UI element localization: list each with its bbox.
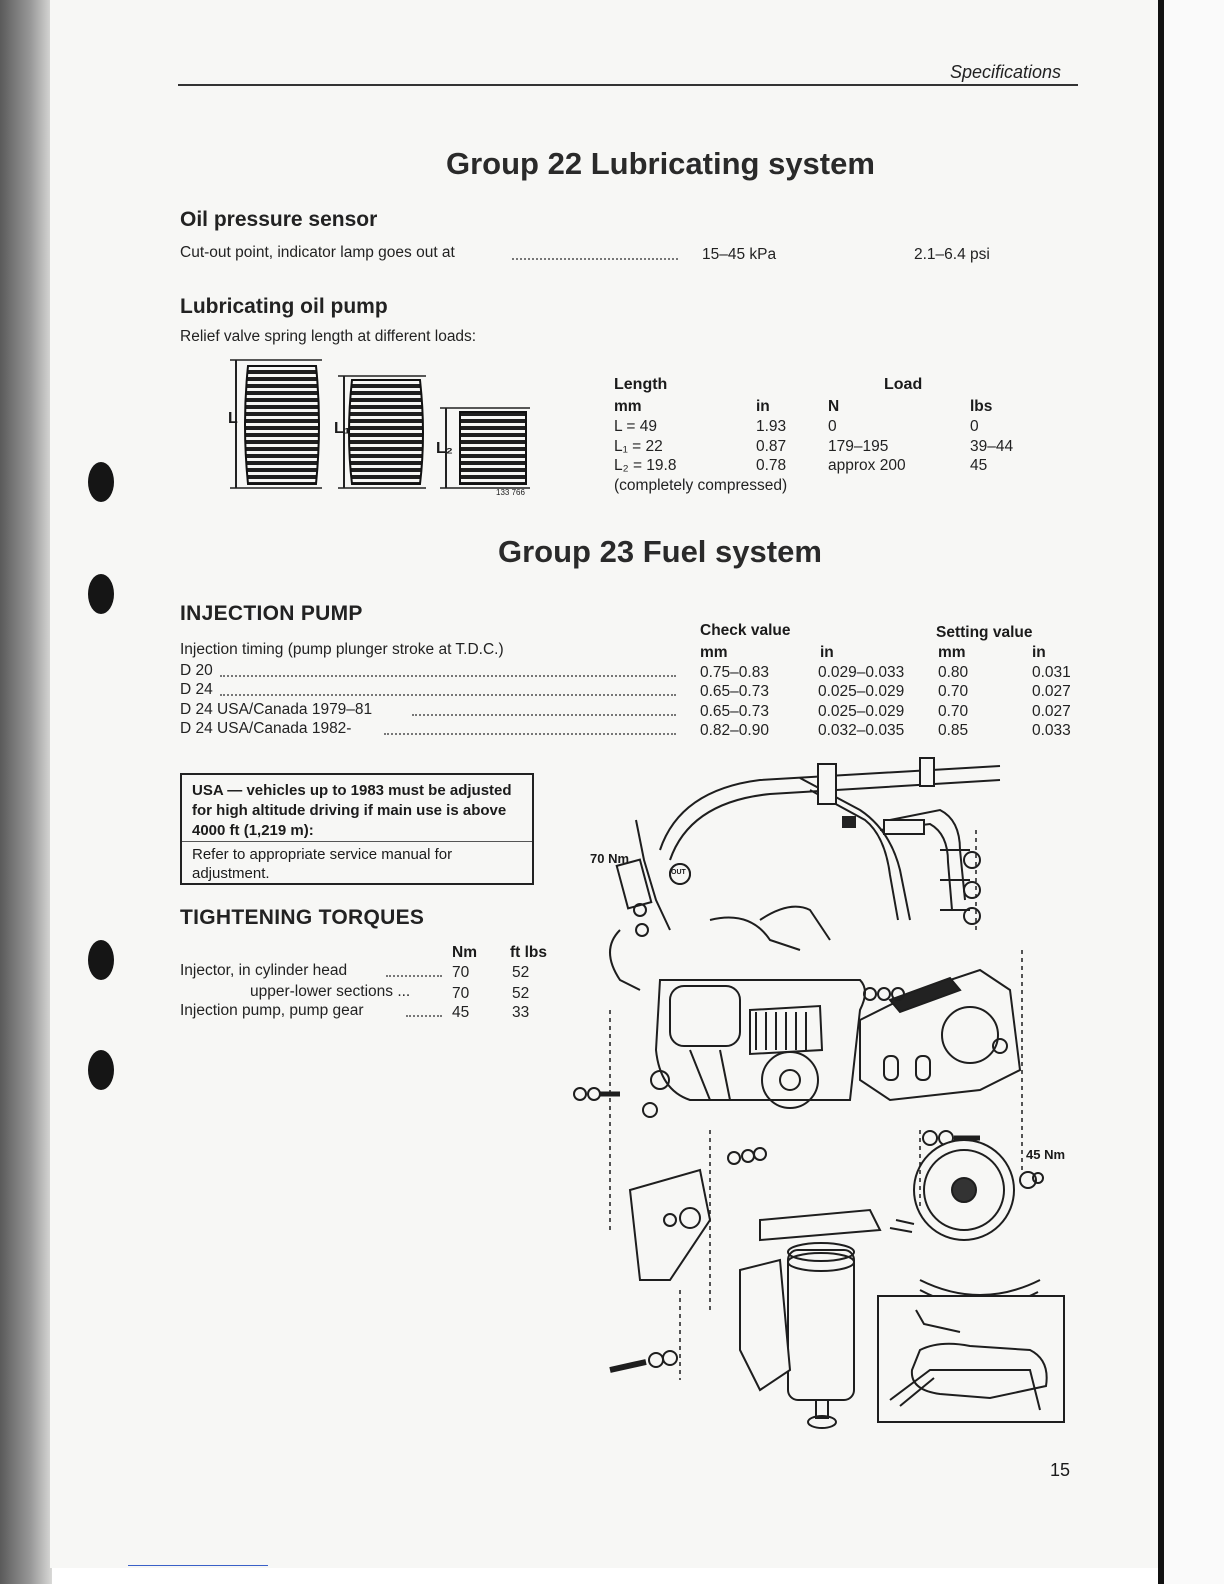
leader-dots — [386, 975, 442, 977]
usa-note-body: Refer to appropriate service manual for adjustment. — [192, 846, 453, 882]
diagram-label-45nm: 45 Nm — [1026, 1147, 1066, 1162]
page-left-edge — [0, 0, 52, 1584]
spring-row-0-lbs: 0 — [970, 418, 979, 435]
torque-unit-nm: Nm — [452, 944, 477, 961]
torque-row-ftlbs: 52 — [512, 964, 530, 981]
spring-row-2-in: 0.78 — [756, 457, 787, 474]
cutout-kpa: 15–45 kPa — [702, 246, 777, 263]
leader-dots — [512, 258, 678, 260]
header-rule — [178, 84, 1078, 86]
spring-row-2-lbs: 45 — [970, 457, 988, 474]
torque-row-label: Injector, in cylinder head — [180, 962, 348, 979]
torques-heading: TIGHTENING TORQUES — [180, 906, 425, 929]
cutout-psi: 2.1–6.4 psi — [914, 246, 990, 263]
torque-row-nm: 45 — [452, 1004, 470, 1021]
injection-row-label: D 24 — [180, 681, 213, 698]
injection-row-check-mm: 0.75–0.83 — [700, 664, 769, 681]
page-number: 15 — [1050, 1460, 1071, 1480]
running-header: Specifications — [950, 62, 1062, 82]
leader-dots — [412, 714, 676, 716]
spring-label-l2: L₂ — [436, 440, 453, 457]
check-value-head: Check value — [700, 622, 791, 639]
torque-row-nm: 70 — [452, 985, 470, 1002]
leader-dots — [384, 733, 676, 735]
torque-unit-ftlbs: ft lbs — [510, 944, 548, 961]
diagram-label-70nm: 70 Nm — [590, 851, 630, 866]
unit-lbs: lbs — [970, 398, 993, 415]
injection-row-setting-in: 0.027 — [1032, 703, 1071, 720]
figure-ref: 133 766 — [496, 488, 525, 497]
binder-hole — [88, 940, 114, 980]
spring-table-length-head: Length — [614, 376, 668, 393]
spring-table-load-head: Load — [884, 376, 923, 393]
torque-row-ftlbs: 33 — [512, 1004, 530, 1021]
injection-row-check-in: 0.032–0.035 — [818, 722, 905, 739]
injection-row-check-mm: 0.65–0.73 — [700, 683, 769, 700]
binder-hole — [88, 1050, 114, 1090]
injection-pump-heading: INJECTION PUMP — [180, 602, 363, 625]
unit-n: N — [828, 398, 840, 415]
leader-dots — [220, 694, 676, 696]
scan-bottom-line — [128, 1565, 268, 1566]
torque-row-label: Injection pump, pump gear — [180, 1002, 364, 1019]
oil-pump-intro: Relief valve spring length at different loads: — [180, 328, 477, 345]
injection-pump-exploded-diagram — [560, 750, 1080, 1440]
binder-hole — [88, 574, 114, 614]
note-divider — [182, 841, 532, 842]
torque-row-nm: 70 — [452, 964, 470, 981]
unit-check-in: in — [820, 644, 834, 661]
oil-pump-heading: Lubricating oil pump — [180, 295, 388, 318]
spring-row-1-in: 0.87 — [756, 438, 787, 455]
injection-row-check-mm: 0.82–0.90 — [700, 722, 769, 739]
injection-row-check-mm: 0.65–0.73 — [700, 703, 769, 720]
spring-row-0-in: 1.93 — [756, 418, 787, 435]
spring-figure — [226, 356, 538, 502]
leader-dots — [406, 1015, 442, 1017]
spring-row-2-n: approx 200 — [828, 457, 906, 474]
spring-row-0-mm: L = 49 — [614, 418, 657, 435]
group23-title: Group 23 Fuel system — [498, 534, 822, 569]
injection-row-setting-mm: 0.70 — [938, 683, 969, 700]
injection-row-setting-mm: 0.80 — [938, 664, 969, 681]
injection-row-setting-in: 0.031 — [1032, 664, 1071, 681]
injection-row-check-in: 0.025–0.029 — [818, 683, 905, 700]
usa-note-box — [180, 773, 534, 885]
torque-row-ftlbs: 52 — [512, 985, 530, 1002]
setting-value-head: Setting value — [936, 624, 1033, 641]
unit-setting-in: in — [1032, 644, 1046, 661]
injection-row-setting-mm: 0.70 — [938, 703, 969, 720]
injection-row-label: D 20 — [180, 662, 213, 679]
group22-title: Group 22 Lubricating system — [446, 146, 875, 181]
unit-mm: mm — [614, 398, 642, 415]
injection-row-label: D 24 USA/Canada 1982- — [180, 720, 352, 737]
spring-label-l: L — [228, 410, 238, 427]
oil-pressure-sensor-heading: Oil pressure sensor — [180, 208, 378, 231]
unit-in: in — [756, 398, 770, 415]
cutout-label: Cut-out point, indicator lamp goes out at — [180, 244, 455, 261]
spring-row-1-n: 179–195 — [828, 438, 889, 455]
unit-setting-mm: mm — [938, 644, 966, 661]
timing-label: Injection timing (pump plunger stroke at T.D.C.) — [180, 641, 504, 658]
spring-row-1-lbs: 39–44 — [970, 438, 1014, 455]
injection-row-label: D 24 USA/Canada 1979–81 — [180, 701, 373, 718]
unit-check-mm: mm — [700, 644, 728, 661]
leader-dots — [220, 675, 676, 677]
injection-row-setting-in: 0.033 — [1032, 722, 1071, 739]
spring-footnote: (completely compressed) — [614, 477, 788, 494]
diagram-label-out: OUT — [671, 869, 686, 876]
spring-row-1-mm: L₁ = 22 — [614, 438, 663, 455]
injection-row-setting-mm: 0.85 — [938, 722, 969, 739]
spring-label-l1: L₁ — [334, 420, 351, 437]
injection-row-setting-in: 0.027 — [1032, 683, 1071, 700]
injection-row-check-in: 0.025–0.029 — [818, 703, 905, 720]
spring-row-2-mm: L₂ = 19.8 — [614, 457, 677, 474]
injection-row-check-in: 0.029–0.033 — [818, 664, 905, 681]
binder-hole — [88, 462, 114, 502]
torque-row-label: upper-lower sections ... — [250, 983, 411, 1000]
usa-note-heading: USA — vehicles up to 1983 must be adjusted for high altitude driving if main use is above 4000 ft (1,219 m): — [192, 782, 512, 839]
spring-row-0-n: 0 — [828, 418, 837, 435]
scan-margin — [1164, 0, 1224, 1584]
